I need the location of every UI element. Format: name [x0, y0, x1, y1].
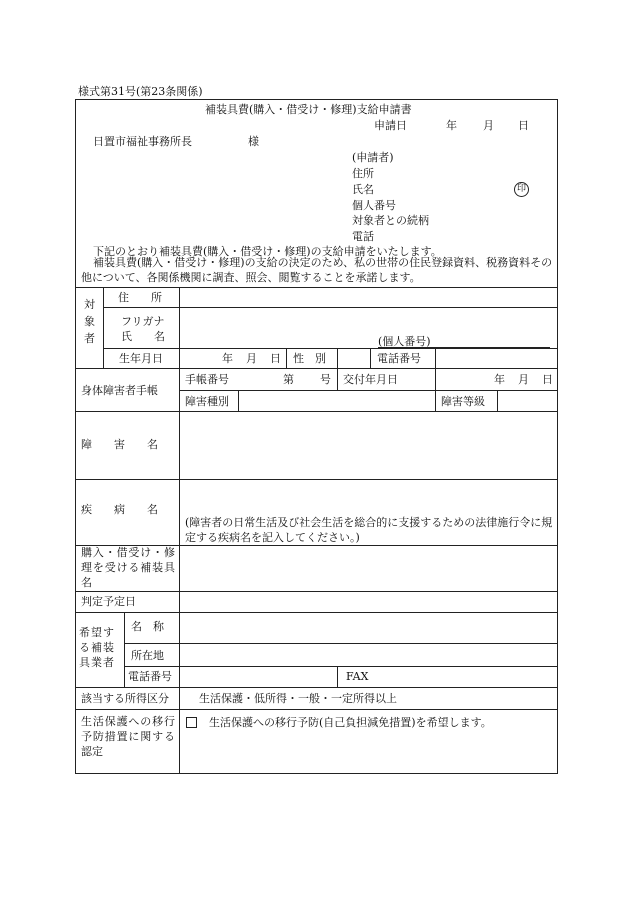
seal-mark: 印: [514, 182, 529, 197]
handbook-label: 身体障害者手帳: [81, 384, 158, 397]
addressee-honorific: 様: [248, 135, 259, 148]
transition-text: 生活保護への移行予防(自己負担減免措置)を希望します。: [209, 716, 492, 729]
handbook-number-dai: 第: [283, 373, 294, 386]
income-category-label: 該当する所得区分: [81, 692, 169, 705]
issue-year: 年: [494, 373, 505, 386]
judgment-date-label: 判定予定日: [81, 595, 136, 608]
applicant-personal-number-label: 個人番号: [352, 199, 396, 212]
applicant-address-label: 住所: [352, 167, 374, 180]
subject-dob-label: 生年月日: [119, 352, 163, 365]
date-day: 日: [518, 119, 529, 132]
form-number: 様式第31号(第23条関係): [78, 85, 203, 98]
form-title: 補装具費(購入・借受け・修理)支給申請書: [205, 103, 412, 116]
handbook-number-go: 号: [320, 373, 331, 386]
transition-checkbox[interactable]: [186, 717, 197, 728]
issue-month: 月: [518, 373, 529, 386]
issue-day: 日: [542, 373, 553, 386]
subject-name-label: 氏 名: [121, 330, 165, 343]
consent-statement: 補装具費(購入・借受け・修理)の支給の決定のため、私の世帯の住民登録資料、税務資料その他について、各関係機関に調査、照会、閲覧することを承諾します。: [81, 256, 553, 284]
dob-day: 日: [270, 352, 281, 365]
vendor-label: 希望する補装具業者: [79, 626, 115, 669]
disability-type-label: 障害種別: [185, 395, 229, 408]
subject-label: 対象者: [84, 298, 95, 345]
application-date-label: 申請日: [374, 119, 407, 132]
subject-address-label: 住 所: [118, 291, 162, 304]
vendor-address-label: 所在地: [131, 649, 164, 662]
vendor-phone-label: 電話番号: [128, 670, 172, 683]
applicant-phone-label: 電話: [352, 230, 374, 243]
disease-name-label: 疾 病 名: [81, 503, 158, 516]
date-year: 年: [446, 119, 457, 132]
device-label: 購入・借受け・修理を受ける補装具名: [81, 546, 175, 589]
applicant-header: (申請者): [352, 151, 394, 164]
vendor-name-label: 名 称: [131, 620, 164, 633]
issue-date-label: 交付年月日: [343, 373, 398, 386]
dob-month: 月: [246, 352, 257, 365]
subject-furigana-label: フリガナ: [121, 315, 165, 328]
disability-name-label: 障 害 名: [81, 438, 158, 451]
handbook-number-label: 手帳番号: [185, 373, 229, 386]
addressee-name: 日置市福祉事務所長: [93, 135, 192, 148]
transition-label: 生活保護への移行予防措置に関する認定: [81, 715, 175, 758]
vendor-fax-label: FAX: [346, 670, 369, 683]
disability-grade-label: 障害等級: [441, 395, 485, 408]
subject-personal-number-label: (個人番号): [378, 335, 431, 348]
dob-year: 年: [222, 352, 233, 365]
subject-sex-label: 性 別: [293, 352, 326, 365]
date-month: 月: [483, 119, 494, 132]
income-options: 生活保護・低所得・一般・一定所得以上: [199, 692, 397, 705]
applicant-name-label: 氏名: [352, 183, 374, 196]
applicant-relationship-label: 対象者との続柄: [352, 214, 429, 227]
disease-note: (障害者の日常生活及び社会生活を総合的に支援するための法律施行令に規定する疾病名を記入してください。): [185, 516, 553, 544]
application-statement: 下記のとおり補装具費(購入・借受け・修理)の支給申請をいたします。: [93, 245, 442, 258]
subject-phone-label: 電話番号: [377, 352, 421, 365]
